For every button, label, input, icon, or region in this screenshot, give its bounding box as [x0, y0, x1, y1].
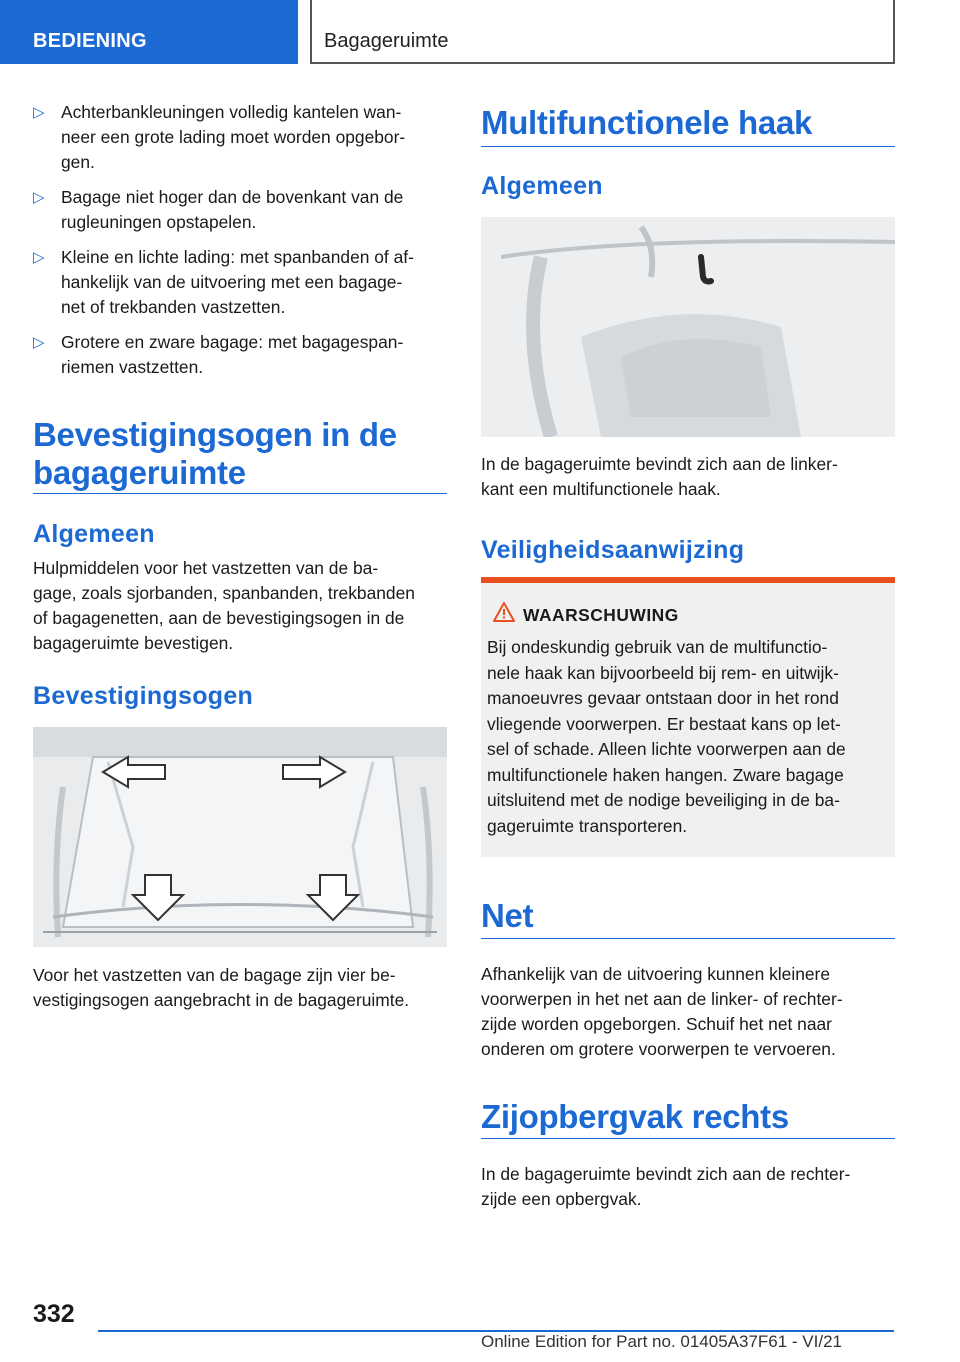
heading-hook: Multifunctionele haak [481, 104, 813, 141]
subheading-general: Algemeen [33, 520, 155, 548]
warning-title: WAARSCHUWING [523, 605, 679, 625]
trunk-eyes-illustration [33, 727, 447, 947]
warning-triangle-icon [493, 601, 515, 623]
general-paragraph: Hulpmiddelen voor het vastzetten van de ba- gage, zoals sjorbanden, spanbanden, trekbanden of bagagenetten, aan de bevestigingsogen in de bagageruimte bevestigen. [33, 558, 415, 653]
list-item: ▷ Bagage niet hoger dan de bovenkant van de rugleuningen opstapelen. [33, 187, 404, 232]
warning-box [481, 583, 895, 857]
list-item: ▷ Achterbankleuningen volledig kantelen wan- neer een grote lading moet worden opgebor- gen. [33, 102, 406, 172]
section-tab[interactable]: BEDIENING [0, 0, 298, 64]
edition-text: Online Edition for Part no. 01405A37F61 - VI/21 [481, 1332, 843, 1351]
heading-net: Net [481, 897, 534, 934]
heading-compartment: Zijopbergvak rechts [481, 1098, 789, 1135]
heading-rule [33, 493, 447, 494]
heading-rule [481, 1138, 895, 1139]
warning-text: Bij ondeskundig gebruik van de multifunctio- nele haak kan bijvoorbeeld bij rem- en uitwijk- manoeuvres gevaar ontstaan door in het rond vliegende voorwerpen. Er bestaat kans op let- sel of schade. Alleen lichte voorwerpen aan de multifunctionele haken hangen. Zware bagage uitsluitend met de nodige beveiliging in de ba- gageruimte transporteren. [487, 637, 846, 836]
subheading-general: Algemeen [481, 172, 603, 200]
page-number: 332 [33, 1300, 75, 1328]
subheading-eyes: Bevestigingsogen [33, 682, 254, 710]
heading-anchor-eyes: Bevestigingsogen in de bagageruimte [33, 416, 397, 491]
hook-illustration [481, 217, 895, 437]
bullet-list [33, 100, 447, 390]
page-header [0, 0, 960, 66]
heading-rule [481, 146, 895, 147]
subheading-safety: Veiligheidsaanwijzing [481, 536, 745, 564]
net-paragraph: Afhankelijk van de uitvoering kunnen kleinere voorwerpen in het net aan de linker- of rechter- zijde worden opgeborgen. Schuif het net naar onderen om grotere voorwerpen te vervoeren. [481, 964, 843, 1059]
heading-rule [481, 938, 895, 939]
hook-paragraph: In de bagageruimte bevindt zich aan de linker- kant een multifunctionele haak. [481, 454, 838, 499]
list-item: ▷ Grotere en zware bagage: met bagagespan- riemen vastzetten. [33, 332, 404, 377]
triangle-bullet-icon: ▷ [33, 249, 45, 266]
list-item: ▷ Kleine en lichte lading: met spanbanden of af- hankelijk van de uitvoering met een bagage- net of trekbanden vastzetten. [33, 247, 414, 317]
compartment-paragraph: In de bagageruimte bevindt zich aan de rechter- zijde een opbergvak. [481, 1164, 851, 1209]
triangle-bullet-icon: ▷ [33, 334, 45, 351]
triangle-bullet-icon: ▷ [33, 189, 45, 206]
triangle-bullet-icon: ▷ [33, 104, 45, 121]
topic-title: Bagageruimte [324, 30, 449, 52]
eyes-paragraph: Voor het vastzetten van de bagage zijn vier be- vestigingsogen aangebracht in de bagageruimte. [33, 965, 410, 1010]
